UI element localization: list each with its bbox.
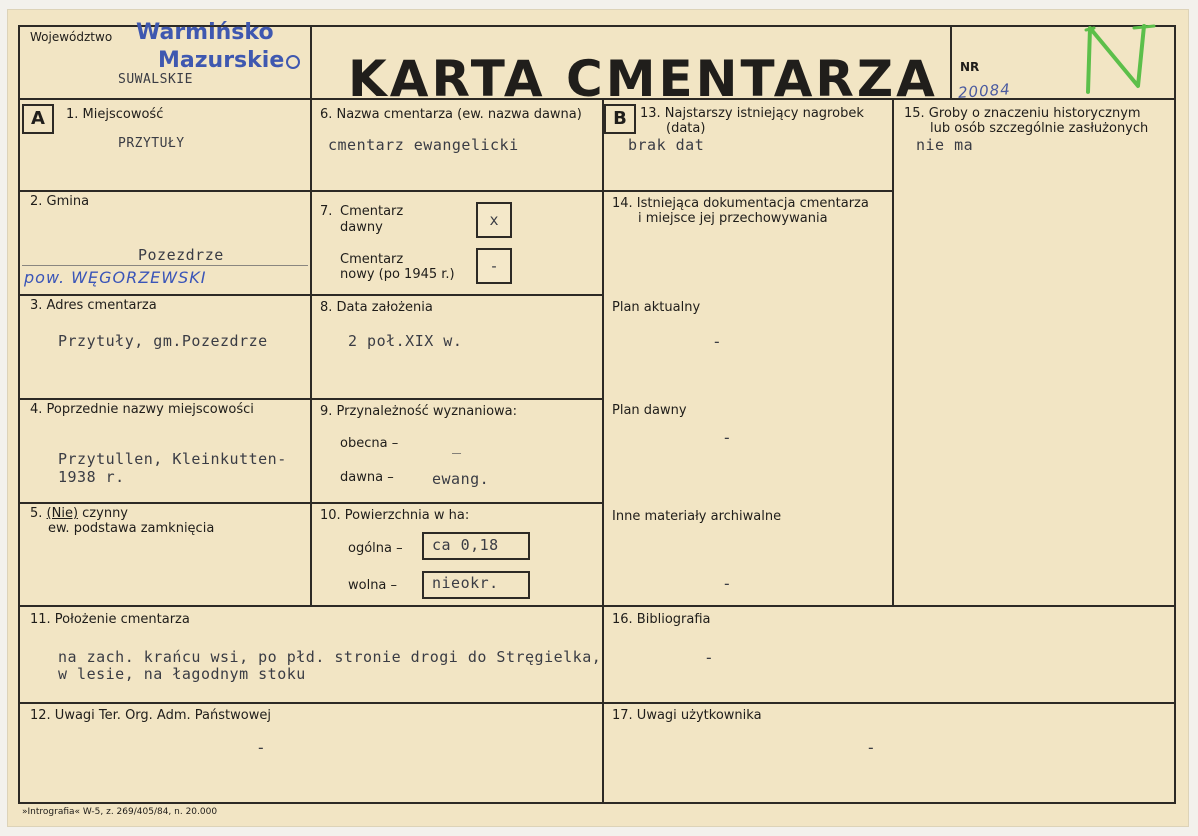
f8-value: 2 poł.XIX w. (348, 332, 463, 350)
f5-label-rest: czynny (78, 506, 128, 521)
f9-obecna-label: obecna – (340, 436, 399, 451)
f15-value: nie ma (916, 136, 974, 154)
f13-label-line2: (data) (666, 121, 706, 136)
f6-label: 6. Nazwa cmentarza (ew. nazwa dawna) (320, 107, 582, 122)
f11-value-line1: na zach. krańcu wsi, po płd. stronie drogi do Stręgielka, (58, 648, 602, 666)
f5-label-line2: ew. podstawa zamknięcia (48, 521, 215, 536)
f17-value: - (866, 738, 876, 757)
nr-label: NR (960, 60, 980, 74)
wojewodztwo-typed: SUWALSKIE (118, 72, 193, 87)
f11-value-line2: w lesie, na łagodnym stoku (58, 665, 306, 683)
page-title: KARTA CMENTARZA (348, 50, 938, 108)
cemetery-record-card (8, 10, 1188, 826)
f7-nowy-line2: nowy (po 1945 r.) (340, 267, 455, 282)
gmina-underline (22, 265, 308, 266)
f13-label-line1: 13. Najstarszy istniejący nagrobek (640, 106, 864, 121)
f9-obecna-value: _ (452, 436, 462, 454)
f7-label-prefix: 7. (320, 204, 333, 219)
f3-label: 3. Adres cmentarza (30, 298, 157, 313)
f17-label: 17. Uwagi użytkownika (612, 708, 762, 723)
section-a-badge: A (22, 104, 54, 134)
stamp-dot (286, 55, 300, 69)
f7-nowy-mark: - (489, 257, 499, 275)
section-b-badge: B (604, 104, 636, 134)
inne-value: - (722, 574, 732, 593)
row-line-5 (18, 605, 1176, 607)
f11-label: 11. Położenie cmentarza (30, 612, 190, 627)
plan-dawny-value: - (722, 428, 732, 447)
f1-label: 1. Miejscowość (66, 107, 164, 122)
f14-label-line2: i miejsce jej przechowywania (638, 211, 828, 226)
card-border-left (18, 25, 20, 804)
print-footer: »Intrografia« W-5, z. 269/405/84, n. 20.000 (22, 807, 218, 817)
row-line-4 (18, 502, 604, 504)
f3-value: Przytuły, gm.Pozezdrze (58, 332, 268, 350)
f8-label: 8. Data założenia (320, 300, 433, 315)
nr-value: 20084 (957, 80, 1012, 102)
f7-nowy-line1: Cmentarz (340, 252, 404, 267)
row-line-13 (602, 190, 894, 192)
header-sep-1 (310, 25, 312, 100)
f4-value-line2: 1938 r. (58, 468, 125, 486)
green-n-mark (1078, 22, 1158, 94)
f9-dawna-value: ewang. (432, 470, 490, 488)
f5-label-nie: (Nie) (46, 506, 79, 521)
row-line-2 (18, 294, 604, 296)
f4-label: 4. Poprzednie nazwy miejscowości (30, 402, 254, 417)
f2-value: Pozezdrze (138, 246, 224, 264)
f7-dawny-mark: x (489, 211, 499, 229)
f7-dawny-checkbox[interactable] (476, 202, 512, 238)
col-sep-2 (602, 98, 604, 802)
plan-aktualny-label: Plan aktualny (612, 300, 701, 315)
f2-handwritten: pow. WĘGORZEWSKI (24, 268, 207, 287)
col-sep-1 (310, 98, 312, 606)
stamp-line-2: Mazurskie (158, 48, 285, 73)
f9-dawna-label: dawna – (340, 470, 394, 485)
header-sep-2 (950, 25, 952, 100)
row-line-3 (18, 398, 604, 400)
f15-label-line2: lub osób szczególnie zasłużonych (930, 121, 1149, 136)
f9-label: 9. Przynależność wyznaniowa: (320, 404, 518, 419)
plan-aktualny-value: - (712, 332, 722, 351)
f12-value: - (256, 738, 266, 757)
f10-wolna-value: nieokr. (432, 574, 499, 592)
f6-value: cmentarz ewangelicki (328, 136, 519, 154)
f10-ogolna-value: ca 0,18 (432, 536, 499, 554)
row-line-6 (18, 702, 1176, 704)
f7-nowy-checkbox[interactable] (476, 248, 512, 284)
f7-dawny-line2: dawny (340, 220, 383, 235)
col-sep-3 (892, 98, 894, 606)
f14-label-line1: 14. Istniejąca dokumentacja cmentarza (612, 196, 869, 211)
f1-value: PRZYTUŁY (118, 136, 185, 151)
f12-label: 12. Uwagi Ter. Org. Adm. Państwowej (30, 708, 271, 723)
f10-ogolna-label: ogólna – (348, 541, 403, 556)
wojewodztwo-label: Województwo (30, 30, 113, 44)
f5-label (30, 506, 128, 521)
inne-label: Inne materiały archiwalne (612, 509, 782, 524)
f15-label-line1: 15. Groby o znaczeniu historycznym (904, 106, 1141, 121)
card-border-bottom (18, 802, 1176, 804)
f4-value-line1: Przytullen, Kleinkutten- (58, 450, 287, 468)
f10-wolna-label: wolna – (348, 578, 398, 593)
row-line-1 (18, 190, 604, 192)
f5-label-prefix: 5. (30, 506, 47, 521)
f10-label: 10. Powierzchnia w ha: (320, 508, 470, 523)
f16-value: - (704, 648, 714, 667)
f7-dawny-line1: Cmentarz (340, 204, 404, 219)
f16-label: 16. Bibliografia (612, 612, 711, 627)
stamp-line-1: Warmińsko (136, 20, 274, 45)
card-border-right (1174, 25, 1176, 804)
f2-label: 2. Gmina (30, 194, 90, 209)
f13-value: brak dat (628, 136, 705, 154)
plan-dawny-label: Plan dawny (612, 403, 687, 418)
